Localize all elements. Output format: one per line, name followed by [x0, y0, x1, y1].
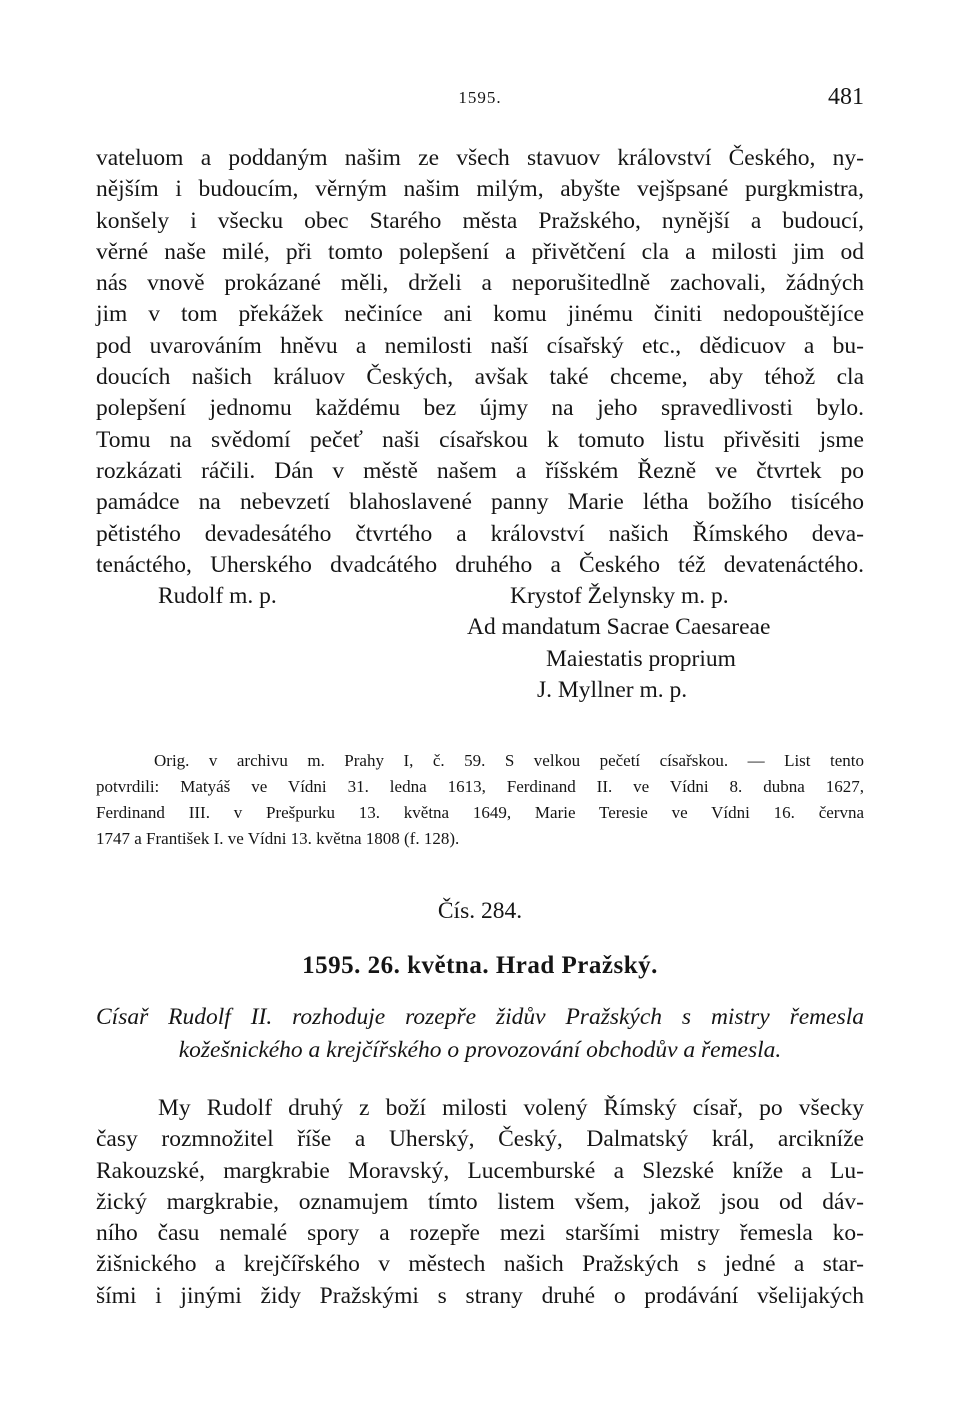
note-line: potvrdili: Matyáš ve Vídni 31. ledna 1613, Ferdinand II. ve Vídni 8. dubna 1627, [96, 777, 864, 796]
page-number: 481 [828, 84, 864, 110]
text-line: pětistého devadesátého čtvrtého a království našich Římského deva- [96, 520, 864, 547]
text-line: doucích našich králuov Českých, avšak také chceme, aby téhož cla [96, 364, 864, 391]
mandate-line: Ad mandatum Sacrae Caesareae [467, 614, 771, 641]
text-line: Rakouzské, margkrabie Moravský, Lucemburské a Slezské kníže a Lu- [96, 1157, 864, 1184]
mandate-line: Maiestatis proprium [546, 645, 736, 672]
text-line: ního času nemalé spory a rozepře mezi staršími mistry řemesla ko- [96, 1220, 864, 1247]
signature-chancellor: Krystof Želynsky m. p. [510, 583, 729, 610]
text-line: My Rudolf druhý z boží milosti volený Římský císař, po všecky [158, 1095, 864, 1121]
note-line: Orig. v archivu m. Prahy I, č. 59. S velkou pečetí císařskou. — List tento [154, 751, 864, 770]
running-year: 1595. [458, 88, 502, 107]
text-line: Tomu na svědomí pečeť naši císařskou k tomuto listu přivěsiti jsme [96, 426, 864, 453]
text-line: žický margkrabie, oznamujem tímto listem všem, jakož jsou od dáv- [96, 1188, 864, 1215]
note-line: Ferdinand III. v Prešpurku 13. května 1649, Marie Teresie ve Vídni 16. června [96, 803, 864, 822]
document-date-heading: 1595. 26. května. Hrad Pražský. [302, 952, 658, 979]
text-line: žišnického a krejčířského v městech našich Pražských s jedné a star- [96, 1251, 864, 1278]
document-regest [96, 1001, 864, 1067]
text-line: pamádce na nebevzetí blahoslavené panny Marie létha božího tisícého [96, 489, 864, 516]
document-number: Čís. 284. [437, 898, 523, 924]
source-note [96, 748, 864, 852]
note-line: 1747 a František I. ve Vídni 13. května 1808 (f. 128). [96, 829, 460, 848]
text-line: rozkázati ráčili. Dán v městě našem a říšském Řezně ve čtvrtek po [96, 457, 864, 484]
text-line: vateluom a poddaným našim ze všech stavuov království Českého, ny- [96, 145, 864, 171]
charter-text-continued [96, 143, 864, 706]
signature-row [96, 581, 864, 612]
text-line: konšely i všecku obec Starého města Pražského, nynější a budoucí, [96, 207, 864, 234]
text-line: šími i jinými židy Pražskými s strany druhé o prodávání všelijakých [96, 1282, 864, 1309]
charter-text [96, 1093, 864, 1312]
signature-secretary: J. Myllner m. p. [537, 677, 688, 704]
regest-line: kožešnického a krejčířského o provozování obchodův a řemesla. [178, 1037, 782, 1063]
running-head [96, 80, 864, 114]
text-line: tenáctého, Uherského dvadcátého druhého a Českého též devatenáctého. [96, 551, 864, 578]
text-line: pod uvarováním hněvu a nemilosti naší císařský etc., dědicuov a bu- [96, 332, 864, 359]
text-line: věrné naše milé, při tomto polepšení a přivětčení cla a milosti jim od [96, 238, 864, 265]
text-line: jim v tom překážek nečiníce ani komu jinému činiti nedopouštějíce [96, 301, 864, 328]
regest-line: Císař Rudolf II. rozhoduje rozepře židův Pražských s mistry řemesla [96, 1004, 864, 1030]
text-line: nějším i budoucím, věrným našim milým, abyšte vejšpsané purgkmistra, [96, 176, 864, 203]
text-line: polepšení jednomu každému bez újmy na jeho spravedlivosti bylo. [96, 395, 864, 422]
text-line: nás vnově prokázané měli, drželi a neporušitedlně zachovali, žádných [96, 270, 864, 297]
text-line: časy rozmnožitel říše a Uherský, Český, Dalmatský král, arcikníže [96, 1126, 864, 1153]
signature-emperor: Rudolf m. p. [158, 583, 277, 610]
